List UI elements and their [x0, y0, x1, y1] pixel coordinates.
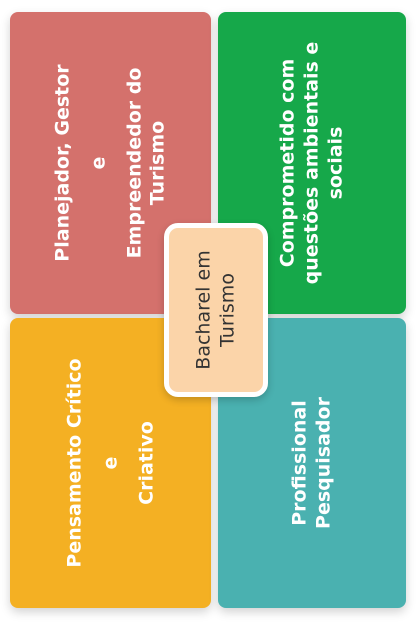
quadrant-profissional-text [288, 397, 336, 529]
quadrant-line: sociais [323, 126, 346, 200]
quadrant-line: Pesquisador [312, 397, 334, 529]
quadrant-line: Planejador, Gestor [51, 64, 73, 262]
center-line: Turismo [216, 273, 238, 347]
quadrant-line: e [98, 456, 121, 470]
quadrant-line: Empreendedor do [122, 67, 145, 259]
center-line: Bacharel em [192, 250, 215, 370]
quadrant-line: Pensamento Crítico [62, 358, 85, 568]
center-box-text [192, 250, 240, 369]
quadrant-line: Turismo [146, 120, 169, 206]
quadrant-pensamento-text [63, 358, 158, 567]
quadrant-comprometido-text [276, 42, 347, 285]
center-box-bacharel [164, 223, 268, 397]
quadrant-planejador-text [51, 64, 170, 261]
quadrant-line: Profissional [288, 400, 311, 526]
quadrant-line: e [86, 156, 109, 170]
quadrant-line: Criativo [134, 421, 157, 505]
quadrant-line: Comprometido com [276, 58, 299, 268]
quadrant-line: questões ambientais e [300, 41, 323, 285]
